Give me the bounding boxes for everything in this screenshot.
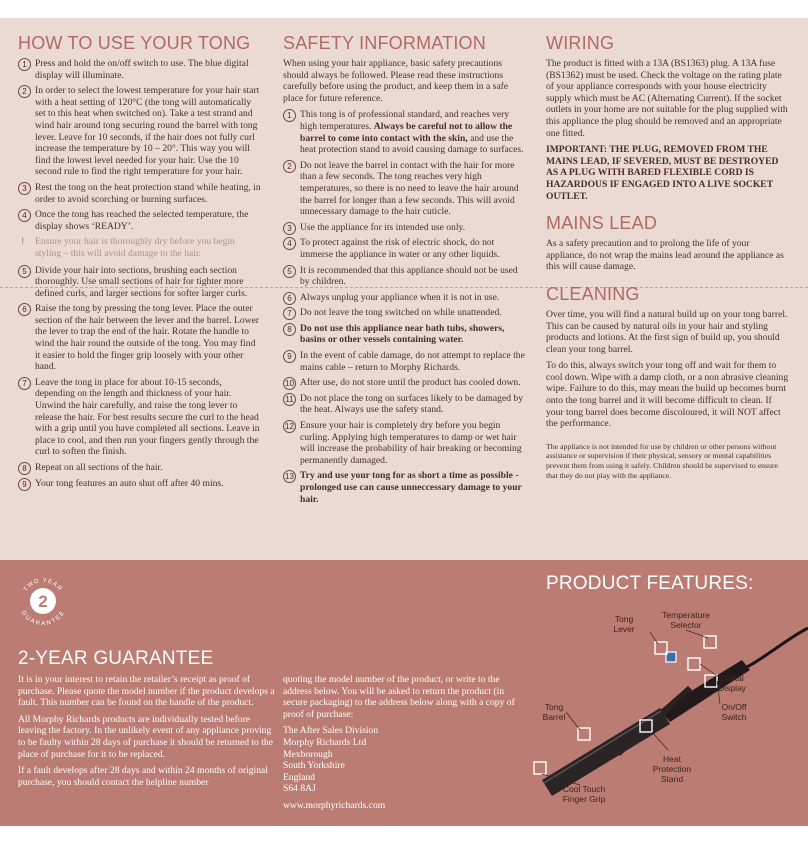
curling-tong-diagram [520, 600, 808, 826]
step-1: 1 Press and hold the on/off switch to use. The blue digital display will illuminate. [18, 58, 263, 81]
safety-column [283, 32, 528, 509]
wiring-important: IMPORTANT: THE PLUG, REMOVED FROM THE MAINS LEAD, IF SEVERED, MUST BE DESTROYED AS A PLUG WITH BARED FLEXIBLE CORD IS HAZARDOUS IF ENGAGED INTO A LIVE SOCKET OUTLET. [546, 144, 779, 202]
safety-item-2: 2 Do not leave the barrel in contact with the hair for more than a few seconds. The tong reaches very high temperatures, so there is no need to leave the hair around the barrel for longer than a few seconds. This will avoid unnecessary damage to the hair cuticle. [283, 160, 528, 218]
badge-number: 2 [38, 592, 48, 611]
service-address: The After Sales Division Morphy Richards Ltd Mexborough South Yorkshire England S64 8AJ [283, 725, 379, 795]
label-cool-touch-grip: Cool Touch Finger Grip [562, 784, 606, 804]
safety-item-5: 5 It is recommended that this appliance should not be used by children. [283, 265, 528, 288]
safety-item-13: 13 Try and use your tong for as short a time as possible - prolonged use can cause unneccessary damage to your hair. [283, 470, 528, 505]
cleaning-title: CLEANING [546, 283, 640, 304]
how-to-steps-continued [18, 265, 263, 490]
label-heat-protection-stand: Heat Protection Stand [652, 754, 692, 784]
step-9: 9 Your tong features an auto shut off after 40 mins. [18, 478, 263, 490]
safety-item-6: 6 Always unplug your appliance when it is not in use. [283, 292, 528, 304]
step-2: 2 In order to select the lowest temperature for your hair start with a heat setting of 120°C (the tong will automatically set to this heat when switched on). Take a test strand and wind hair around tong securing round the barrel with tong lever. Leave for 10 seconds, if the hair does not fully curl increase the temperature by 10 – 20°. This way you will find the lowest level needed for your hair. Use the 10 second rule to find the right temperature for your hair. [18, 85, 263, 178]
guarantee-text-2: All Morphy Richards products are individually tested before leaving the factory. In the unlikely event of any appliance proving to be faulty within 28 days of purchase it should be returned to the place of purchase for it to be replaced. [18, 713, 273, 760]
how-to-column [18, 32, 263, 493]
wiring-title: WIRING [546, 33, 615, 53]
warning-icon: ! [21, 236, 25, 248]
wiring-column [546, 32, 791, 485]
safety-list [283, 109, 528, 505]
safety-item-11: 11 Do not place the tong on surfaces likely to be damaged by the heat. Always use the safety stand. [283, 393, 528, 416]
wiring-text: The product is fitted with a 13A (BS1363) plug. A 13A fuse (BS1362) must be used. Check the voltage on the rating plate of your appliance corresponds with your house electricity supply which must be AC (Alternating Current). If the socket outlets in your home are not suitable for the plug supplied with this appliance the plug should be removed and an appropriate one fitted. [546, 58, 788, 139]
guarantee-title: 2-YEAR GUARANTEE [18, 648, 214, 669]
guarantee-text-4: quoting the model number of the product, or write to the address below. You will be asked to return the product (in secure packaging) to the address below along with a copy of proof of purchase: [283, 674, 515, 720]
safety-title: SAFETY INFORMATION [283, 33, 486, 53]
guarantee-column-1 [18, 674, 280, 793]
safety-item-1: 1 This tong is of professional standard, and reaches very high temperatures. Always be careful not to allow the barrel to come into contact with the skin, and use the heat protection stand to avoid causing damage to surfaces. [283, 109, 528, 155]
safety-item-3: 3 Use the appliance for its intended use only. [283, 222, 528, 234]
safety-item-12: 12 Ensure your hair is completely dry before you begin curling. Applying high temperatures to damp or wet hair will increase the probability of hair breaking or becoming permanently damaged. [283, 420, 528, 466]
badge-bottom-text: GUARANTEE [19, 609, 67, 627]
how-to-steps [18, 58, 263, 232]
guarantee-column-2 [283, 674, 528, 817]
safety-item-4: 4 To protect against the risk of electric shock, do not immerse the appliance in water or any other liquids. [283, 237, 528, 260]
mains-lead-title: MAINS LEAD [546, 213, 658, 234]
dry-hair-warning: ! Ensure your hair is thoroughly dry before you begin styling – this will avoid damage to the hair. [21, 236, 235, 259]
safety-item-7: 7 Do not leave the tong switched on while unattended. [283, 307, 528, 319]
website-link[interactable]: www.morphyrichards.com [283, 799, 386, 811]
guarantee-text-3: If a fault develops after 28 days and within 24 months of original purchase, you should contact the helpline number [18, 765, 268, 788]
step-6: 6 Raise the tong by pressing the tong lever. Place the outer section of the hair between the lever and the barrel. Lower the lever to trap the end of the hair. Rotate the handle to wind the hair round the outside of the tong. You may find it easier to hold the finger grip loosely with your other hand. [18, 303, 263, 373]
safety-item-10: 10 After use, do not store until the product has cooled down. [283, 377, 528, 389]
label-tong-lever: Tong Lever [613, 614, 635, 634]
label-on-off-switch: On/Off Switch [721, 702, 747, 722]
step-3: 3 Rest the tong on the heat protection stand while heating, in order to avoid scorching or burning surfaces. [18, 182, 263, 205]
label-tong-barrel: Tong Barrel [542, 702, 566, 722]
mains-lead-text: As a safety precaution and to prolong the life of your appliance, do not wrap the mains lead around the appliance as this will cause damage. [546, 238, 784, 273]
step-8: 8 Repeat on all sections of the hair. [18, 462, 263, 474]
safety-item-8: 8 Do not use this appliance near bath tubs, showers, basins or other vessels containing water. [283, 323, 528, 346]
two-year-guarantee-badge [17, 575, 69, 627]
label-digital-display: Digital Display [718, 673, 746, 693]
safety-item-9: 9 In the event of cable damage, do not attempt to replace the mains cable – return to Morphy Richards. [283, 350, 528, 373]
step-4: 4 Once the tong has reached the selected temperature, the display shows ‘READY’. [18, 209, 263, 232]
safety-intro: When using your hair appliance, basic safety precautions should always be followed. Please read these instructions carefully before using the product, and keep them in a safe place for future reference. [283, 58, 509, 104]
step-7: 7 Leave the tong in place for about 10-15 seconds, depending on the length and thickness of your hair. Unwind the hair carefully, and raise the tong lever to release the hair. For best results secure the curl to the head with a grip until you have completed all sections. Leave in place to cool, and then run your fingers gently through the curl to soften the finish. [18, 377, 263, 458]
label-temperature-selector: Temperature Selector [662, 610, 710, 630]
children-note: The appliance is not intended for use by children or other persons without assistance or supervision if their physical, sensory or mental capabilities prevent them from using it safely. Children should be supervised to ensure that they do not play with the appliance. [546, 441, 779, 480]
how-to-title: HOW TO USE YOUR TONG [18, 33, 251, 53]
step-5: 5 Divide your hair into sections, brushing each section thoroughly. Use small sections of hair for tighter more defined curls, and larger sections for softer larger curls. [18, 265, 263, 300]
cleaning-text-1: Over time, you will find a natural build up on your tong barrel. This can be caused by natural oils in your hair and styling products and lotions. At the first sign of build up, you should clean your tong barrel. [546, 308, 788, 355]
guarantee-text-1: It is in your interest to retain the retailer’s receipt as proof of purchase. Please quote the model number if the product develops a fault. This number can be found on the handle of the product. [18, 674, 275, 709]
badge-top-text: TWO YEAR [23, 577, 63, 593]
cleaning-text-2: To do this, always switch your tong off and wait for them to cool down. Wipe with a damp cloth, or a non abrasive cleaning wipe. Failure to do this, may mean the build up becomes burnt onto the tong barrel and it will become difficult to clean. If your tong barrel does become discoloured, it will NOT affect the performance. [546, 360, 789, 430]
features-title: PRODUCT FEATURES: [546, 573, 754, 594]
